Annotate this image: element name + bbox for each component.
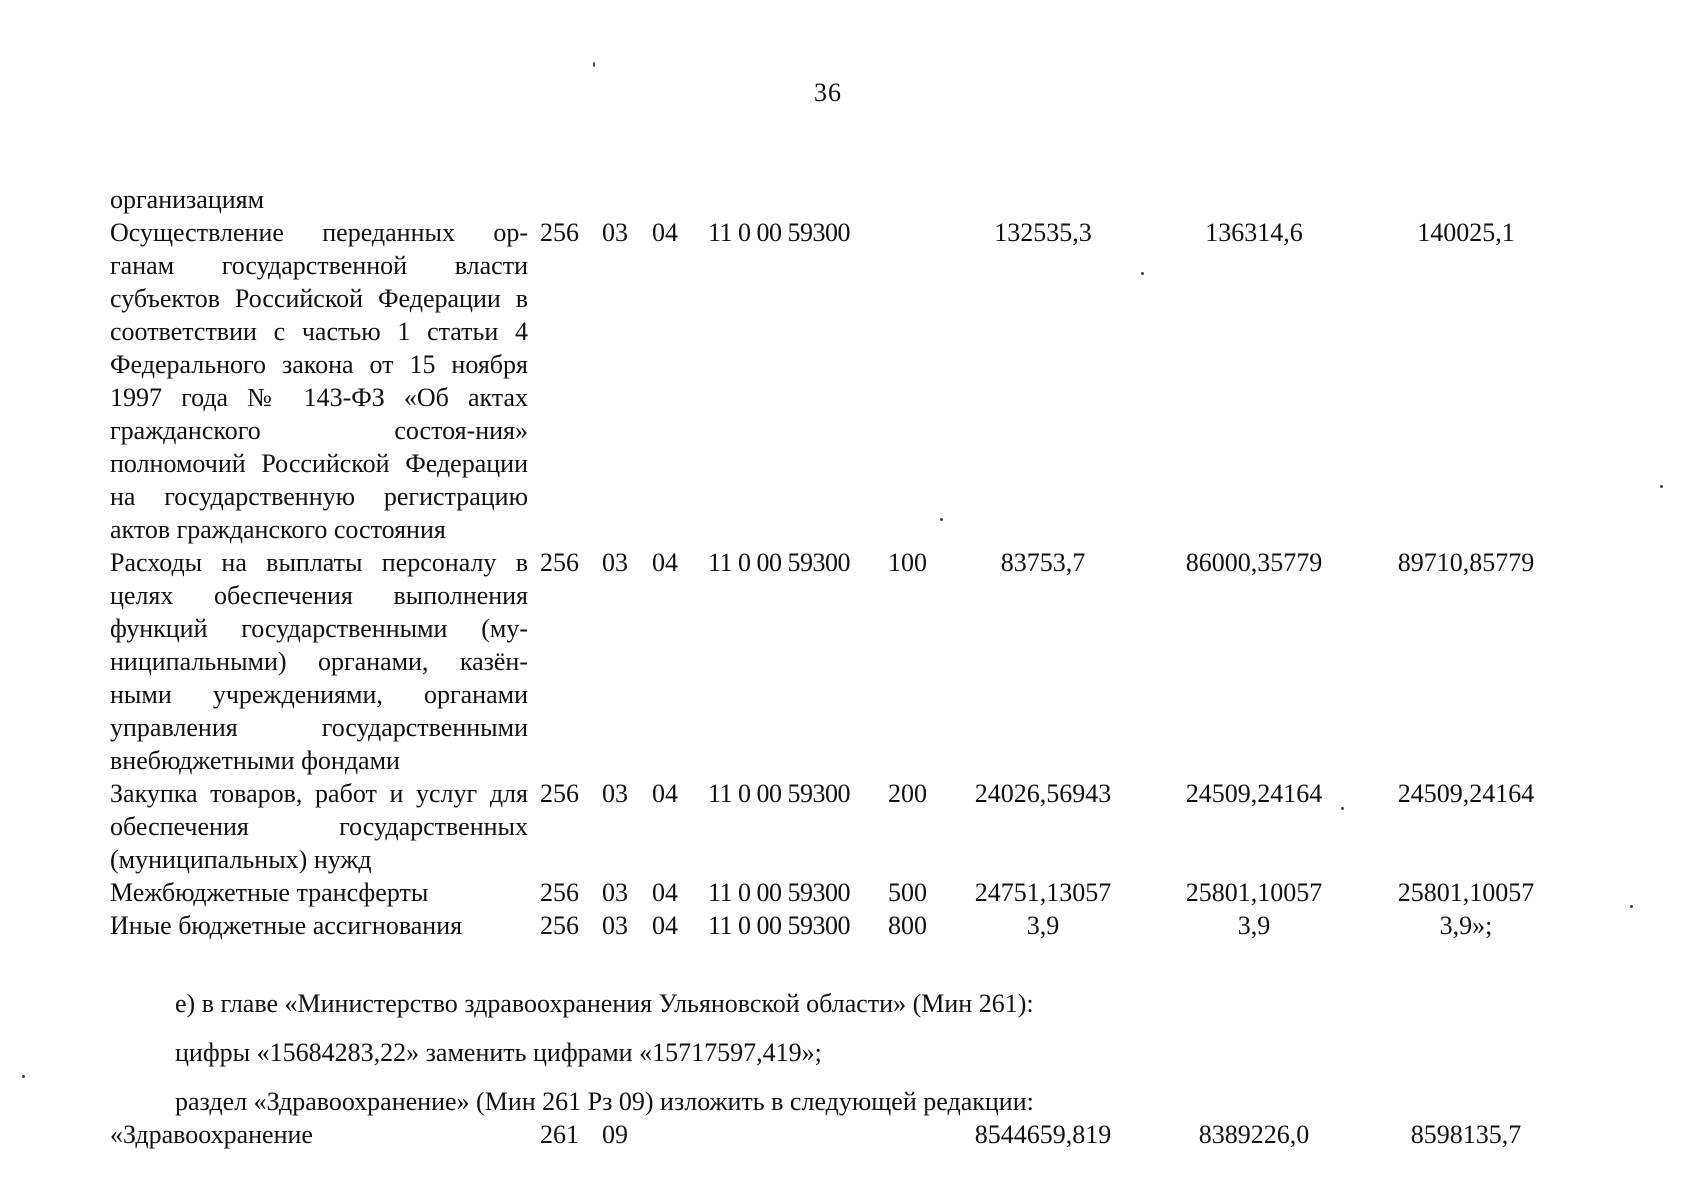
budget-table xyxy=(110,183,1590,942)
table-row xyxy=(110,183,1590,216)
cell-vr: 100 xyxy=(888,548,927,577)
cell-year1: 3,9 xyxy=(1026,911,1060,940)
cell-csr: 11 0 00 59300 xyxy=(708,218,851,247)
row-name: Иные бюджетные ассигнования xyxy=(110,911,463,940)
cell-gr: 261 xyxy=(540,1120,579,1149)
cell-year3: 140025,1 xyxy=(1417,218,1515,247)
scan-speck xyxy=(1660,485,1663,488)
cell-vr: 500 xyxy=(888,878,927,907)
row-name: организациям xyxy=(110,185,265,214)
amendment-paragraph: раздел «Здравоохранение» (Мин 261 Рз 09) изложить в следующей редакции: xyxy=(175,1087,1034,1116)
cell-year3: 24509,24164 xyxy=(1397,779,1535,808)
cell-pr: 04 xyxy=(652,218,678,247)
cell-csr: 11 0 00 59300 xyxy=(708,911,851,940)
table-row xyxy=(110,777,1590,876)
cell-year2: 25801,10057 xyxy=(1185,878,1323,907)
scan-speck xyxy=(22,1075,25,1078)
cell-pr: 04 xyxy=(652,911,678,940)
cell-year2: 24509,24164 xyxy=(1185,779,1323,808)
cell-rz: 09 xyxy=(602,1120,628,1149)
cell-rz: 03 xyxy=(602,218,628,247)
cell-pr: 04 xyxy=(652,779,678,808)
cell-year2: 8389226,0 xyxy=(1198,1120,1310,1149)
cell-vr: 800 xyxy=(888,911,927,940)
scan-speck xyxy=(593,62,595,67)
cell-csr: 11 0 00 59300 xyxy=(708,878,851,907)
cell-year2: 136314,6 xyxy=(1205,218,1303,247)
row-name: «Здравоохранение xyxy=(110,1120,313,1149)
cell-year3: 25801,10057 xyxy=(1397,878,1535,907)
cell-pr: 04 xyxy=(652,878,678,907)
cell-rz: 03 xyxy=(602,911,628,940)
cell-rz: 03 xyxy=(602,548,628,577)
cell-year1: 8544659,819 xyxy=(974,1120,1112,1149)
row-name: Расходы на выплаты персоналу в целях обеспечения выполнения функций государственными (му-ниципальными) органами, казён-ными учреждениями, органами управления государственными внебюджетными фондами xyxy=(110,548,528,775)
row-name: Осуществление переданных ор-ганам государственной власти субъектов Российской Федерации в соответствии с частью 1 статьи 4 Федерального закона от 15 ноября 1997 года № 143-ФЗ «Об актах гражданского состоя-ния» полномочий Российской Федерации на государственную регистрацию актов гражданского состояния xyxy=(110,218,528,544)
cell-year3: 3,9»; xyxy=(1439,911,1493,940)
page-number: 36 xyxy=(814,78,842,107)
cell-year1: 24751,13057 xyxy=(974,878,1112,907)
cell-year3: 8598135,7 xyxy=(1410,1120,1522,1149)
cell-gr: 256 xyxy=(540,878,579,907)
cell-rz: 03 xyxy=(602,779,628,808)
cell-year1: 83753,7 xyxy=(1000,548,1086,577)
cell-gr: 256 xyxy=(540,548,579,577)
row-name: Закупка товаров, работ и услуг для обеспечения государственных (муниципальных) нужд xyxy=(110,779,528,874)
amendment-paragraph: е) в главе «Министерство здравоохранения Ульяновской области» (Мин 261): xyxy=(175,989,1034,1018)
cell-year3: 89710,85779 xyxy=(1397,548,1535,577)
scan-speck xyxy=(1630,905,1633,908)
cell-gr: 256 xyxy=(540,911,579,940)
cell-year2: 86000,35779 xyxy=(1185,548,1323,577)
budget-table-continued xyxy=(110,1118,1590,1151)
cell-csr: 11 0 00 59300 xyxy=(708,548,851,577)
cell-csr: 11 0 00 59300 xyxy=(708,779,851,808)
table-row xyxy=(110,1118,1590,1151)
amendment-paragraph: цифры «15684283,22» заменить цифрами «15717597,419»; xyxy=(175,1038,822,1067)
table-row xyxy=(110,909,1590,942)
cell-rz: 03 xyxy=(602,878,628,907)
table-row xyxy=(110,876,1590,909)
cell-gr: 256 xyxy=(540,779,579,808)
cell-pr: 04 xyxy=(652,548,678,577)
cell-gr: 256 xyxy=(540,218,579,247)
cell-year1: 24026,56943 xyxy=(974,779,1112,808)
table-row xyxy=(110,546,1590,777)
row-name: Межбюджетные трансферты xyxy=(110,878,429,907)
cell-year2: 3,9 xyxy=(1237,911,1271,940)
cell-year1: 132535,3 xyxy=(994,218,1092,247)
cell-vr: 200 xyxy=(888,779,927,808)
table-row xyxy=(110,216,1590,546)
